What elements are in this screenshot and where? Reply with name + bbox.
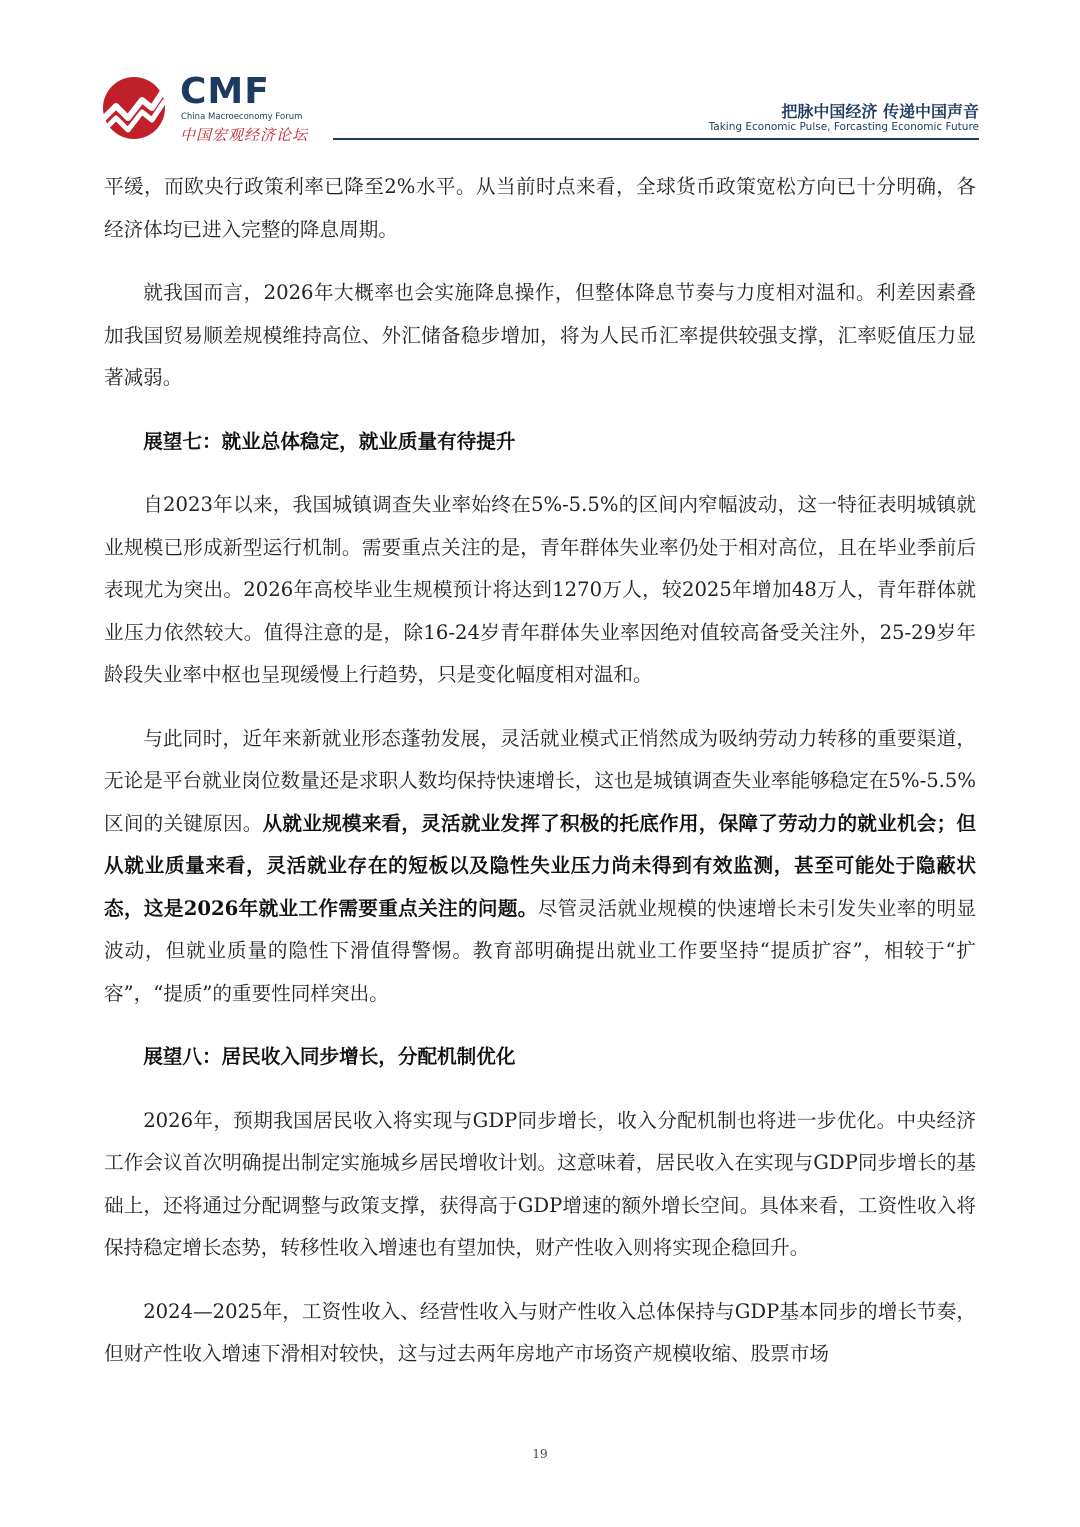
paragraph-unemployment: 自2023年以来，我国城镇调查失业率始终在5%-5.5%的区间内窄幅波动，这一特征表明城镇就业规模已形成新型运行机制。需要重点关注的是，青年群体失业率仍处于相对高位，且在毕业季前后表现尤为突出。2026年高校毕业生规模预计将达到1270万人，较2025年增加48万人，青年群体就业压力依然较大。值得注意的是，除16-24岁青年群体失业率因绝对值较高备受关注外，25-29岁年龄段失业率中枢也呈现缓慢上行趋势，只是变化幅度相对温和。 <box>104 493 976 686</box>
paragraph-income-growth: 2026年，预期我国居民收入将实现与GDP同步增长，收入分配机制也将进一步优化。中央经济工作会议首次明确提出制定实施城乡居民增收计划。这意味着，居民收入在实现与GDP同步增长的基础上，还将通过分配调整与政策支撑，获得高于GDP增速的额外增长空间。具体来看，工资性收入将保持稳定增长态势，转移性收入增速也有望加快，财产性收入则将实现企稳回升。 <box>104 1108 976 1259</box>
paragraph-continued: 平缓，而欧央行政策利率已降至2%水平。从当前时点来看，全球货币政策宽松方向已十分明确，各经济体均已进入完整的降息周期。 <box>104 175 976 241</box>
page-number: 19 <box>532 1447 548 1461</box>
document-body <box>104 166 976 1397</box>
paragraph-text: 尽管灵活就业规模的快速增长未引发失业率的明显波动，但就业质量的隐性下滑值得警惕。教育部明确提出就业工作要坚持“提质扩容”，相较于“扩容”，“提质”的重要性同样突出。 <box>104 896 976 1005</box>
cmf-logo-icon <box>98 76 170 140</box>
tagline-cn: 把脉中国经济 传递中国声音 <box>781 102 979 121</box>
paragraph-interest-rate: 就我国而言，2026年大概率也会实施降息操作，但整体降息节奏与力度相对温和。利差因素叠加我国贸易顺差规模维持高位、外汇储备稳步增加，将为人民币汇率提供较强支撑，汇率贬值压力显著减弱。 <box>104 281 976 389</box>
tagline-en: Taking Economic Pulse, Forcasting Economic Future <box>708 121 979 133</box>
emphasis-text: 从就业规模来看，灵活就业发挥了积极的托底作用，保障了劳动力的就业机会；但从就业质量来看，灵活就业存在的短板以及隐性失业压力尚未得到有效监测，甚至可能处于隐蔽状态，这是2026年就业工作需要重点关注的问题。 <box>104 811 977 920</box>
section-heading-outlook-7: 展望七：就业总体稳定，就业质量有待提升 <box>143 429 516 453</box>
paragraph-flexible-employment <box>104 718 976 1016</box>
paragraph-income-structure: 2024—2025年，工资性收入、经营性收入与财产性收入总体保持与GDP基本同步的增长节奏，但财产性收入增速下滑相对较快，这与过去两年房地产市场资产规模收缩、股票市场 <box>104 1299 976 1365</box>
header-divider <box>333 138 979 140</box>
logo-title: CMF <box>180 71 270 112</box>
section-heading-outlook-8: 展望八：居民收入同步增长，分配机制优化 <box>143 1045 516 1068</box>
page-header <box>0 0 1080 145</box>
logo-subtitle-en: China Macroeconomy Forum <box>181 112 303 122</box>
paragraph-text: 与此同时，近年来新就业形态蓬勃发展，灵活就业模式正悄然成为吸纳劳动力转移的重要渠道，无论是平台就业岗位数量还是求职人数均保持快速增长，这也是城镇调查失业率能够稳定在5%-5.5%区间的关键原因。 <box>104 726 976 835</box>
logo-subtitle-cn: 中国宏观经济论坛 <box>180 126 309 144</box>
